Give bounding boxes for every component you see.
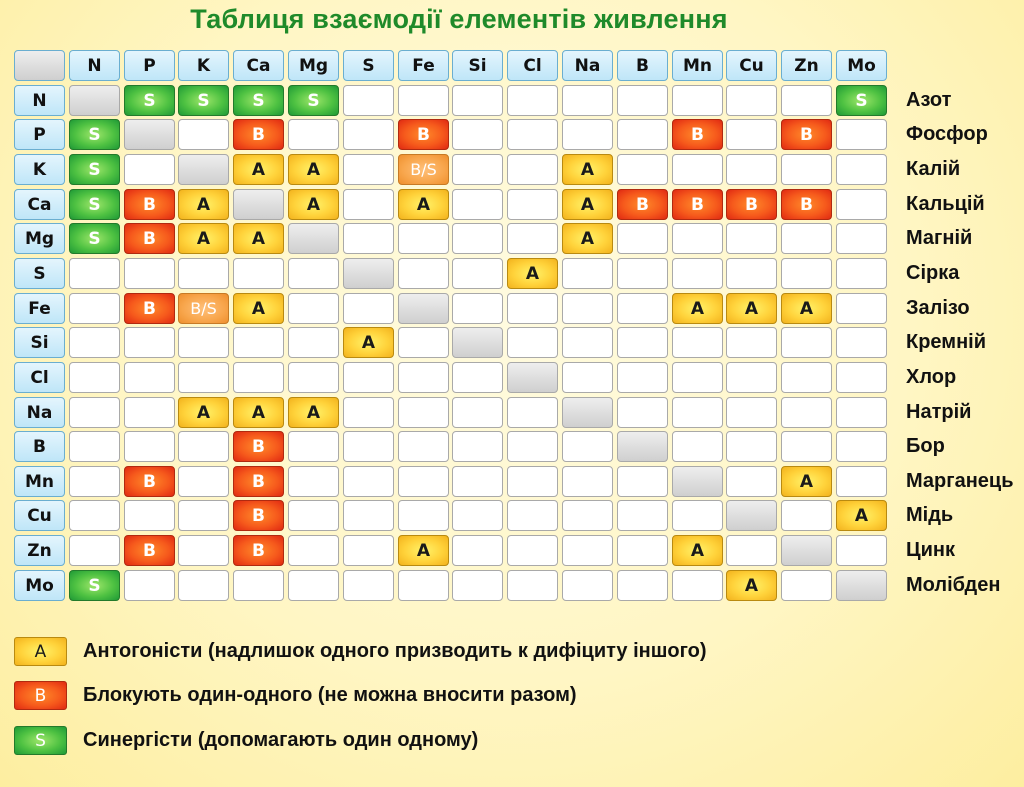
cell-zn-p: B	[124, 535, 175, 566]
cell-cu-cl	[507, 500, 558, 531]
cell-ca-mg: A	[288, 189, 339, 220]
cell-p-s	[343, 119, 394, 150]
cell-ca-k: A	[178, 189, 229, 220]
cell-n-mn	[672, 85, 723, 116]
cell-cl-zn	[781, 362, 832, 393]
corner-cell	[14, 50, 65, 81]
cell-b-zn	[781, 431, 832, 462]
column-header-cu: Cu	[726, 50, 777, 81]
cell-ca-n: S	[69, 189, 120, 220]
cell-mg-cu	[726, 223, 777, 254]
cell-b-n	[69, 431, 120, 462]
cell-mn-cu	[726, 466, 777, 497]
row-name-zn: Цинк	[906, 539, 955, 561]
cell-mg-si	[452, 223, 503, 254]
cell-b-fe	[398, 431, 449, 462]
cell-n-si	[452, 85, 503, 116]
cell-k-mo	[836, 154, 887, 185]
cell-k-k	[178, 154, 229, 185]
row-name-cl: Хлор	[906, 366, 957, 388]
cell-mg-mg	[288, 223, 339, 254]
cell-s-si	[452, 258, 503, 289]
cell-cu-k	[178, 500, 229, 531]
cell-si-mo	[836, 327, 887, 358]
row-name-mg: Магній	[906, 227, 973, 249]
cell-na-s	[343, 397, 394, 428]
row-name-ca: Кальцій	[906, 193, 985, 215]
cell-mn-si	[452, 466, 503, 497]
cell-zn-si	[452, 535, 503, 566]
cell-na-mn	[672, 397, 723, 428]
cell-mo-na	[562, 570, 613, 601]
row-header-mg: Mg	[14, 223, 65, 254]
row-name-b: Бор	[906, 435, 945, 457]
cell-ca-cl	[507, 189, 558, 220]
column-header-mg: Mg	[288, 50, 339, 81]
cell-k-n: S	[69, 154, 120, 185]
cell-s-cl: A	[507, 258, 558, 289]
cell-p-mo	[836, 119, 887, 150]
row-header-cl: Cl	[14, 362, 65, 393]
cell-mn-na	[562, 466, 613, 497]
cell-fe-b	[617, 293, 668, 324]
cell-si-n	[69, 327, 120, 358]
cell-mn-fe	[398, 466, 449, 497]
cell-si-p	[124, 327, 175, 358]
cell-mg-b	[617, 223, 668, 254]
cell-na-fe	[398, 397, 449, 428]
cell-zn-ca: B	[233, 535, 284, 566]
cell-zn-na	[562, 535, 613, 566]
cell-cu-mn	[672, 500, 723, 531]
cell-mo-zn	[781, 570, 832, 601]
cell-cl-mg	[288, 362, 339, 393]
row-name-na: Натрій	[906, 401, 972, 423]
cell-mo-p	[124, 570, 175, 601]
cell-cu-ca: B	[233, 500, 284, 531]
cell-mo-b	[617, 570, 668, 601]
cell-p-k	[178, 119, 229, 150]
cell-mg-k: A	[178, 223, 229, 254]
cell-cl-mn	[672, 362, 723, 393]
cell-cl-si	[452, 362, 503, 393]
cell-mg-fe	[398, 223, 449, 254]
cell-cl-n	[69, 362, 120, 393]
cell-fe-mg	[288, 293, 339, 324]
cell-mo-ca	[233, 570, 284, 601]
row-header-s: S	[14, 258, 65, 289]
cell-cl-mo	[836, 362, 887, 393]
cell-cu-b	[617, 500, 668, 531]
cell-s-ca	[233, 258, 284, 289]
cell-fe-mn: A	[672, 293, 723, 324]
cell-si-k	[178, 327, 229, 358]
cell-s-cu	[726, 258, 777, 289]
cell-na-si	[452, 397, 503, 428]
column-header-b: B	[617, 50, 668, 81]
cell-ca-b: B	[617, 189, 668, 220]
cell-fe-zn: A	[781, 293, 832, 324]
cell-cu-zn	[781, 500, 832, 531]
cell-mo-s	[343, 570, 394, 601]
cell-mo-mo	[836, 570, 887, 601]
cell-zn-mo	[836, 535, 887, 566]
cell-zn-mg	[288, 535, 339, 566]
row-header-si: Si	[14, 327, 65, 358]
row-name-k: Калій	[906, 158, 961, 180]
row-name-s: Сірка	[906, 262, 960, 284]
cell-ca-mo	[836, 189, 887, 220]
cell-mg-ca: A	[233, 223, 284, 254]
cell-s-zn	[781, 258, 832, 289]
column-header-si: Si	[452, 50, 503, 81]
cell-n-p: S	[124, 85, 175, 116]
row-header-ca: Ca	[14, 189, 65, 220]
legend-swatch-s: S	[14, 726, 67, 755]
cell-na-k: A	[178, 397, 229, 428]
row-header-na: Na	[14, 397, 65, 428]
cell-k-mn	[672, 154, 723, 185]
cell-mn-n	[69, 466, 120, 497]
cell-cl-cu	[726, 362, 777, 393]
legend-text-a: Антогоністи (надлишок одного призводить к дифіциту іншого)	[83, 640, 707, 662]
cell-k-fe: B/S	[398, 154, 449, 185]
cell-s-mg	[288, 258, 339, 289]
cell-si-cu	[726, 327, 777, 358]
cell-si-ca	[233, 327, 284, 358]
cell-b-mg	[288, 431, 339, 462]
cell-si-mn	[672, 327, 723, 358]
cell-fe-na	[562, 293, 613, 324]
legend-text-b: Блокують один-одного (не можна вносити разом)	[83, 684, 577, 706]
cell-cu-si	[452, 500, 503, 531]
cell-cl-cl	[507, 362, 558, 393]
cell-ca-fe: A	[398, 189, 449, 220]
cell-n-cu	[726, 85, 777, 116]
cell-mn-mg	[288, 466, 339, 497]
cell-si-na	[562, 327, 613, 358]
cell-mo-k	[178, 570, 229, 601]
cell-na-ca: A	[233, 397, 284, 428]
row-name-n: Азот	[906, 89, 952, 111]
cell-p-si	[452, 119, 503, 150]
cell-n-na	[562, 85, 613, 116]
cell-n-fe	[398, 85, 449, 116]
cell-s-k	[178, 258, 229, 289]
cell-p-ca: B	[233, 119, 284, 150]
column-header-s: S	[343, 50, 394, 81]
cell-fe-cl	[507, 293, 558, 324]
cell-fe-fe	[398, 293, 449, 324]
cell-zn-s	[343, 535, 394, 566]
cell-k-ca: A	[233, 154, 284, 185]
cell-cl-s	[343, 362, 394, 393]
cell-k-b	[617, 154, 668, 185]
cell-k-mg: A	[288, 154, 339, 185]
cell-na-zn	[781, 397, 832, 428]
cell-zn-b	[617, 535, 668, 566]
cell-fe-cu: A	[726, 293, 777, 324]
cell-zn-cl	[507, 535, 558, 566]
cell-ca-zn: B	[781, 189, 832, 220]
cell-cu-mo: A	[836, 500, 887, 531]
cell-mn-ca: B	[233, 466, 284, 497]
cell-b-na	[562, 431, 613, 462]
cell-n-cl	[507, 85, 558, 116]
cell-fe-si	[452, 293, 503, 324]
cell-cu-s	[343, 500, 394, 531]
cell-ca-p: B	[124, 189, 175, 220]
cell-fe-n	[69, 293, 120, 324]
cell-mn-cl	[507, 466, 558, 497]
cell-cl-p	[124, 362, 175, 393]
cell-s-fe	[398, 258, 449, 289]
cell-na-cu	[726, 397, 777, 428]
row-header-n: N	[14, 85, 65, 116]
cell-na-mg: A	[288, 397, 339, 428]
cell-p-p	[124, 119, 175, 150]
cell-si-zn	[781, 327, 832, 358]
cell-cl-fe	[398, 362, 449, 393]
cell-k-cl	[507, 154, 558, 185]
cell-n-ca: S	[233, 85, 284, 116]
cell-p-b	[617, 119, 668, 150]
cell-b-mo	[836, 431, 887, 462]
cell-cu-fe	[398, 500, 449, 531]
column-header-cl: Cl	[507, 50, 558, 81]
cell-k-na: A	[562, 154, 613, 185]
row-name-cu: Мідь	[906, 504, 954, 526]
cell-mn-mn	[672, 466, 723, 497]
cell-p-fe: B	[398, 119, 449, 150]
legend-text-s: Синергісти (допомагають один одному)	[83, 729, 479, 751]
cell-k-cu	[726, 154, 777, 185]
cell-zn-n	[69, 535, 120, 566]
cell-p-mn: B	[672, 119, 723, 150]
cell-n-k: S	[178, 85, 229, 116]
cell-mo-cl	[507, 570, 558, 601]
cell-s-n	[69, 258, 120, 289]
column-header-na: Na	[562, 50, 613, 81]
cell-mn-mo	[836, 466, 887, 497]
row-header-mo: Mo	[14, 570, 65, 601]
cell-cu-na	[562, 500, 613, 531]
cell-zn-zn	[781, 535, 832, 566]
row-header-b: B	[14, 431, 65, 462]
cell-mo-si	[452, 570, 503, 601]
cell-n-mo: S	[836, 85, 887, 116]
cell-mo-n: S	[69, 570, 120, 601]
column-header-k: K	[178, 50, 229, 81]
cell-mg-zn	[781, 223, 832, 254]
cell-p-na	[562, 119, 613, 150]
cell-fe-p: B	[124, 293, 175, 324]
cell-b-b	[617, 431, 668, 462]
column-header-mo: Mo	[836, 50, 887, 81]
cell-b-cu	[726, 431, 777, 462]
column-header-p: P	[124, 50, 175, 81]
cell-zn-fe: A	[398, 535, 449, 566]
row-header-fe: Fe	[14, 293, 65, 324]
cell-cl-na	[562, 362, 613, 393]
row-name-si: Кремній	[906, 331, 987, 353]
cell-zn-cu	[726, 535, 777, 566]
cell-b-mn	[672, 431, 723, 462]
cell-si-cl	[507, 327, 558, 358]
cell-cl-k	[178, 362, 229, 393]
cell-s-s	[343, 258, 394, 289]
cell-cu-mg	[288, 500, 339, 531]
row-name-mo: Молібден	[906, 574, 1001, 596]
row-header-k: K	[14, 154, 65, 185]
cell-cl-b	[617, 362, 668, 393]
cell-n-s	[343, 85, 394, 116]
row-name-fe: Залізо	[906, 297, 970, 319]
cell-na-na	[562, 397, 613, 428]
cell-ca-s	[343, 189, 394, 220]
cell-si-b	[617, 327, 668, 358]
row-header-zn: Zn	[14, 535, 65, 566]
cell-ca-si	[452, 189, 503, 220]
cell-mg-mo	[836, 223, 887, 254]
cell-na-p	[124, 397, 175, 428]
cell-b-si	[452, 431, 503, 462]
cell-k-p	[124, 154, 175, 185]
cell-si-fe	[398, 327, 449, 358]
cell-mn-k	[178, 466, 229, 497]
cell-ca-ca	[233, 189, 284, 220]
cell-p-mg	[288, 119, 339, 150]
cell-p-n: S	[69, 119, 120, 150]
cell-mo-fe	[398, 570, 449, 601]
cell-mn-s	[343, 466, 394, 497]
cell-mg-cl	[507, 223, 558, 254]
cell-mn-b	[617, 466, 668, 497]
cell-s-na	[562, 258, 613, 289]
cell-fe-ca: A	[233, 293, 284, 324]
cell-k-zn	[781, 154, 832, 185]
column-header-mn: Mn	[672, 50, 723, 81]
cell-b-ca: B	[233, 431, 284, 462]
cell-cl-ca	[233, 362, 284, 393]
row-name-mn: Марганець	[906, 470, 1014, 492]
cell-p-cu	[726, 119, 777, 150]
cell-ca-cu: B	[726, 189, 777, 220]
cell-n-n	[69, 85, 120, 116]
cell-mo-mn	[672, 570, 723, 601]
cell-fe-k: B/S	[178, 293, 229, 324]
cell-mg-mn	[672, 223, 723, 254]
cell-na-mo	[836, 397, 887, 428]
cell-b-p	[124, 431, 175, 462]
cell-si-si	[452, 327, 503, 358]
cell-n-zn	[781, 85, 832, 116]
cell-zn-mn: A	[672, 535, 723, 566]
cell-mo-mg	[288, 570, 339, 601]
cell-s-b	[617, 258, 668, 289]
page-title: Таблиця взаємодії елементів живлення	[190, 4, 728, 34]
legend-swatch-b: B	[14, 681, 67, 710]
cell-mg-s	[343, 223, 394, 254]
column-header-n: N	[69, 50, 120, 81]
cell-ca-na: A	[562, 189, 613, 220]
row-header-mn: Mn	[14, 466, 65, 497]
column-header-zn: Zn	[781, 50, 832, 81]
cell-mg-n: S	[69, 223, 120, 254]
cell-p-cl	[507, 119, 558, 150]
cell-mg-p: B	[124, 223, 175, 254]
cell-cu-p	[124, 500, 175, 531]
cell-na-cl	[507, 397, 558, 428]
cell-n-mg: S	[288, 85, 339, 116]
cell-mo-cu: A	[726, 570, 777, 601]
cell-si-mg	[288, 327, 339, 358]
legend-swatch-a: A	[14, 637, 67, 666]
cell-p-zn: B	[781, 119, 832, 150]
cell-b-s	[343, 431, 394, 462]
cell-s-p	[124, 258, 175, 289]
row-header-cu: Cu	[14, 500, 65, 531]
cell-b-cl	[507, 431, 558, 462]
cell-cu-cu	[726, 500, 777, 531]
column-header-ca: Ca	[233, 50, 284, 81]
row-header-p: P	[14, 119, 65, 150]
cell-s-mn	[672, 258, 723, 289]
cell-cu-n	[69, 500, 120, 531]
cell-na-n	[69, 397, 120, 428]
row-name-p: Фосфор	[906, 123, 988, 145]
cell-b-k	[178, 431, 229, 462]
cell-ca-mn: B	[672, 189, 723, 220]
cell-n-b	[617, 85, 668, 116]
cell-na-b	[617, 397, 668, 428]
cell-mn-p: B	[124, 466, 175, 497]
cell-zn-k	[178, 535, 229, 566]
cell-k-si	[452, 154, 503, 185]
cell-s-mo	[836, 258, 887, 289]
cell-mn-zn: A	[781, 466, 832, 497]
cell-fe-s	[343, 293, 394, 324]
column-header-fe: Fe	[398, 50, 449, 81]
cell-mg-na: A	[562, 223, 613, 254]
cell-si-s: A	[343, 327, 394, 358]
cell-fe-mo	[836, 293, 887, 324]
cell-k-s	[343, 154, 394, 185]
